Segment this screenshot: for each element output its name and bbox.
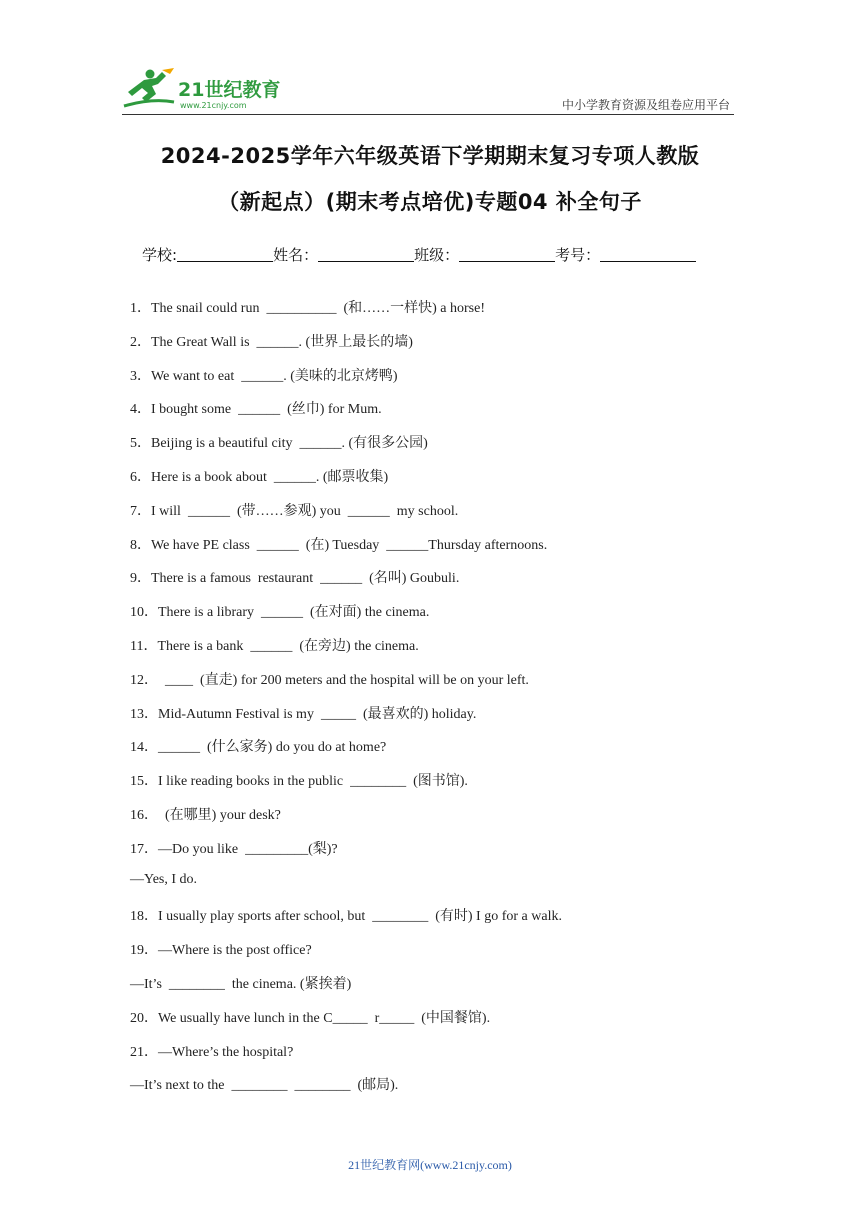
question-1: 1．The snail could run __________ (和……一样快) a horse! bbox=[130, 301, 485, 316]
question-8: 8．We have PE class ______ (在) Tuesday ______Thursday afternoons. bbox=[130, 538, 548, 553]
school-blank[interactable] bbox=[177, 247, 273, 262]
logo-text: 21世纪教育 bbox=[178, 79, 281, 101]
question-2: 2．The Great Wall is ______. (世界上最长的墙) bbox=[130, 335, 413, 350]
question-6: 6．Here is a book about ______. (邮票收集) bbox=[130, 470, 389, 485]
page-title-line2: （新起点）(期末考点培优)专题04 补全句子 bbox=[218, 190, 642, 214]
question-19: 19．—Where is the post office? bbox=[130, 943, 312, 958]
question-7: 7．I will ______ (带……参观) you ______ my school. bbox=[130, 504, 459, 519]
page-title-line1: 2024-2025学年六年级英语下学期期末复习专项人教版 bbox=[160, 144, 700, 168]
class-blank[interactable] bbox=[459, 247, 555, 262]
number-blank[interactable] bbox=[600, 247, 696, 262]
question-14: 14．______ (什么家务) do you do at home? bbox=[130, 740, 387, 755]
answer-19: —It’s ________ the cinema. (紧挨着) bbox=[130, 977, 352, 992]
question-18: 18．I usually play sports after school, but ________ (有时) I go for a walk. bbox=[130, 909, 562, 924]
runner-icon bbox=[124, 68, 174, 106]
logo-url: www.21cnjy.com bbox=[180, 101, 247, 110]
question-15: 15．I like reading books in the public ________ (图书馆). bbox=[130, 774, 468, 789]
page-header bbox=[122, 66, 734, 115]
question-12: 12． ____ (直走) for 200 meters and the hospital will be on your left. bbox=[130, 673, 529, 688]
question-13: 13．Mid-Autumn Festival is my _____ (最喜欢的) holiday. bbox=[130, 707, 477, 722]
answer-17: —Yes, I do. bbox=[130, 872, 198, 887]
name-blank[interactable] bbox=[318, 247, 414, 262]
class-label: 班级： bbox=[414, 246, 460, 264]
question-20: 20．We usually have lunch in the C_____ r_____ (中国餐馆). bbox=[130, 1011, 491, 1026]
question-11: 11．There is a bank ______ (在旁边) the cinema. bbox=[130, 639, 419, 654]
question-16: 16． (在哪里) your desk? bbox=[130, 808, 281, 823]
page-footer[interactable]: 21世纪教育网(www.21cnjy.com) bbox=[348, 1158, 512, 1172]
question-3: 3．We want to eat ______. (美味的北京烤鸭) bbox=[130, 369, 398, 384]
school-label: 学校: bbox=[142, 246, 178, 264]
question-10: 10．There is a library ______ (在对面) the cinema. bbox=[130, 605, 430, 620]
number-label: 考号： bbox=[555, 246, 601, 264]
name-label: 姓名： bbox=[273, 246, 319, 264]
question-4: 4．I bought some ______ (丝巾) for Mum. bbox=[130, 402, 382, 417]
question-17: 17．—Do you like _________(梨)? bbox=[130, 842, 338, 857]
question-21: 21．—Where’s the hospital? bbox=[130, 1045, 294, 1060]
answer-21: —It’s next to the ________ ________ (邮局). bbox=[130, 1078, 399, 1093]
platform-label: 中小学教育资源及组卷应用平台 bbox=[561, 98, 730, 112]
question-9: 9．There is a famous restaurant ______ (名叫) Goubuli. bbox=[130, 571, 460, 586]
site-logo bbox=[122, 68, 292, 112]
question-5: 5．Beijing is a beautiful city ______. (有很多公园) bbox=[130, 436, 428, 451]
student-info-line bbox=[142, 244, 696, 265]
